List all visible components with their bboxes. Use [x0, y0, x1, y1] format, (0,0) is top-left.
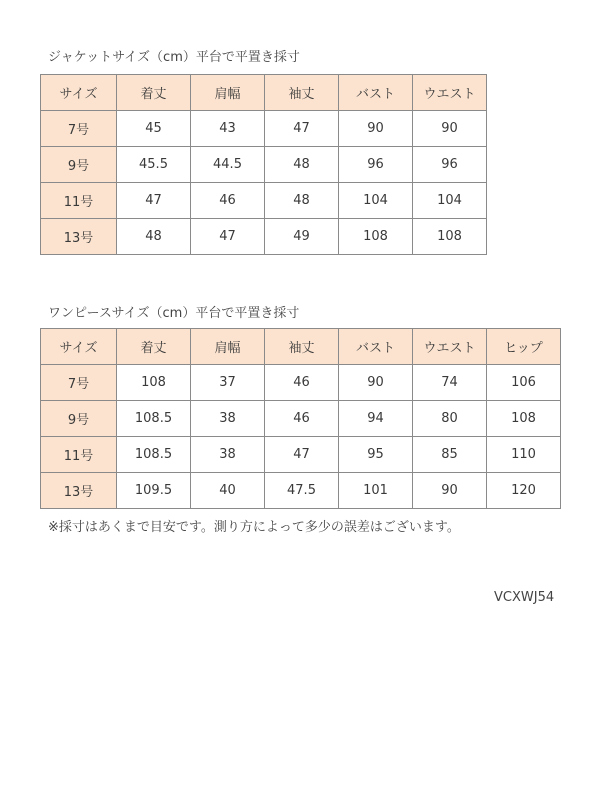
- size-label: 11号: [41, 437, 117, 473]
- table-cell: 108: [487, 401, 561, 437]
- table-row: [41, 365, 561, 401]
- table-cell: 74: [413, 365, 487, 401]
- table-cell: 109.5: [117, 473, 191, 509]
- table-cell: 40: [191, 473, 265, 509]
- table-cell: 45: [117, 111, 191, 147]
- table-cell: 90: [339, 365, 413, 401]
- table-cell: 38: [191, 401, 265, 437]
- table-row: [41, 401, 561, 437]
- column-header: 肩幅: [191, 75, 265, 111]
- table-cell: 47: [265, 111, 339, 147]
- onepiece-size-table: [40, 328, 561, 509]
- table-cell: 108: [413, 219, 487, 255]
- jacket-size-title: ジャケットサイズ（cm）平台で平置き採寸: [48, 50, 300, 65]
- table-header-row: [41, 329, 561, 365]
- table-cell: 85: [413, 437, 487, 473]
- table-cell: 108.5: [117, 401, 191, 437]
- measurement-note: ※採寸はあくまで目安です。測り方によって多少の誤差はございます。: [48, 520, 460, 535]
- size-label: 7号: [41, 365, 117, 401]
- table-cell: 47: [117, 183, 191, 219]
- column-header: ヒップ: [487, 329, 561, 365]
- table-cell: 108.5: [117, 437, 191, 473]
- table-cell: 48: [117, 219, 191, 255]
- table-cell: 96: [339, 147, 413, 183]
- table-row: [41, 473, 561, 509]
- table-cell: 90: [413, 111, 487, 147]
- column-header: サイズ: [41, 329, 117, 365]
- table-cell: 44.5: [191, 147, 265, 183]
- size-label: 9号: [41, 147, 117, 183]
- table-cell: 108: [339, 219, 413, 255]
- product-code: VCXWJ54: [494, 590, 555, 605]
- size-label: 9号: [41, 401, 117, 437]
- table-cell: 47.5: [265, 473, 339, 509]
- column-header: 着丈: [117, 75, 191, 111]
- table-cell: 110: [487, 437, 561, 473]
- column-header: 袖丈: [265, 75, 339, 111]
- table-cell: 38: [191, 437, 265, 473]
- table-cell: 95: [339, 437, 413, 473]
- table-row: [41, 111, 487, 147]
- table-row: [41, 147, 487, 183]
- table-row: [41, 437, 561, 473]
- table-cell: 101: [339, 473, 413, 509]
- size-label: 13号: [41, 219, 117, 255]
- table-cell: 46: [265, 365, 339, 401]
- jacket-size-table: [40, 74, 487, 255]
- table-cell: 47: [265, 437, 339, 473]
- table-row: [41, 183, 487, 219]
- table-cell: 94: [339, 401, 413, 437]
- table-cell: 48: [265, 183, 339, 219]
- table-cell: 90: [413, 473, 487, 509]
- table-cell: 43: [191, 111, 265, 147]
- column-header: サイズ: [41, 75, 117, 111]
- column-header: 着丈: [117, 329, 191, 365]
- table-cell: 37: [191, 365, 265, 401]
- table-cell: 46: [191, 183, 265, 219]
- table-cell: 48: [265, 147, 339, 183]
- table-cell: 106: [487, 365, 561, 401]
- table-cell: 47: [191, 219, 265, 255]
- size-label: 7号: [41, 111, 117, 147]
- column-header: ウエスト: [413, 329, 487, 365]
- table-cell: 96: [413, 147, 487, 183]
- table-cell: 45.5: [117, 147, 191, 183]
- table-cell: 80: [413, 401, 487, 437]
- size-label: 13号: [41, 473, 117, 509]
- table-cell: 104: [413, 183, 487, 219]
- column-header: 袖丈: [265, 329, 339, 365]
- table-row: [41, 219, 487, 255]
- table-cell: 104: [339, 183, 413, 219]
- table-header-row: [41, 75, 487, 111]
- size-label: 11号: [41, 183, 117, 219]
- column-header: バスト: [339, 75, 413, 111]
- table-cell: 108: [117, 365, 191, 401]
- column-header: 肩幅: [191, 329, 265, 365]
- onepiece-size-title: ワンピースサイズ（cm）平台で平置き採寸: [48, 306, 300, 321]
- column-header: バスト: [339, 329, 413, 365]
- column-header: ウエスト: [413, 75, 487, 111]
- table-cell: 49: [265, 219, 339, 255]
- table-cell: 90: [339, 111, 413, 147]
- table-cell: 120: [487, 473, 561, 509]
- table-cell: 46: [265, 401, 339, 437]
